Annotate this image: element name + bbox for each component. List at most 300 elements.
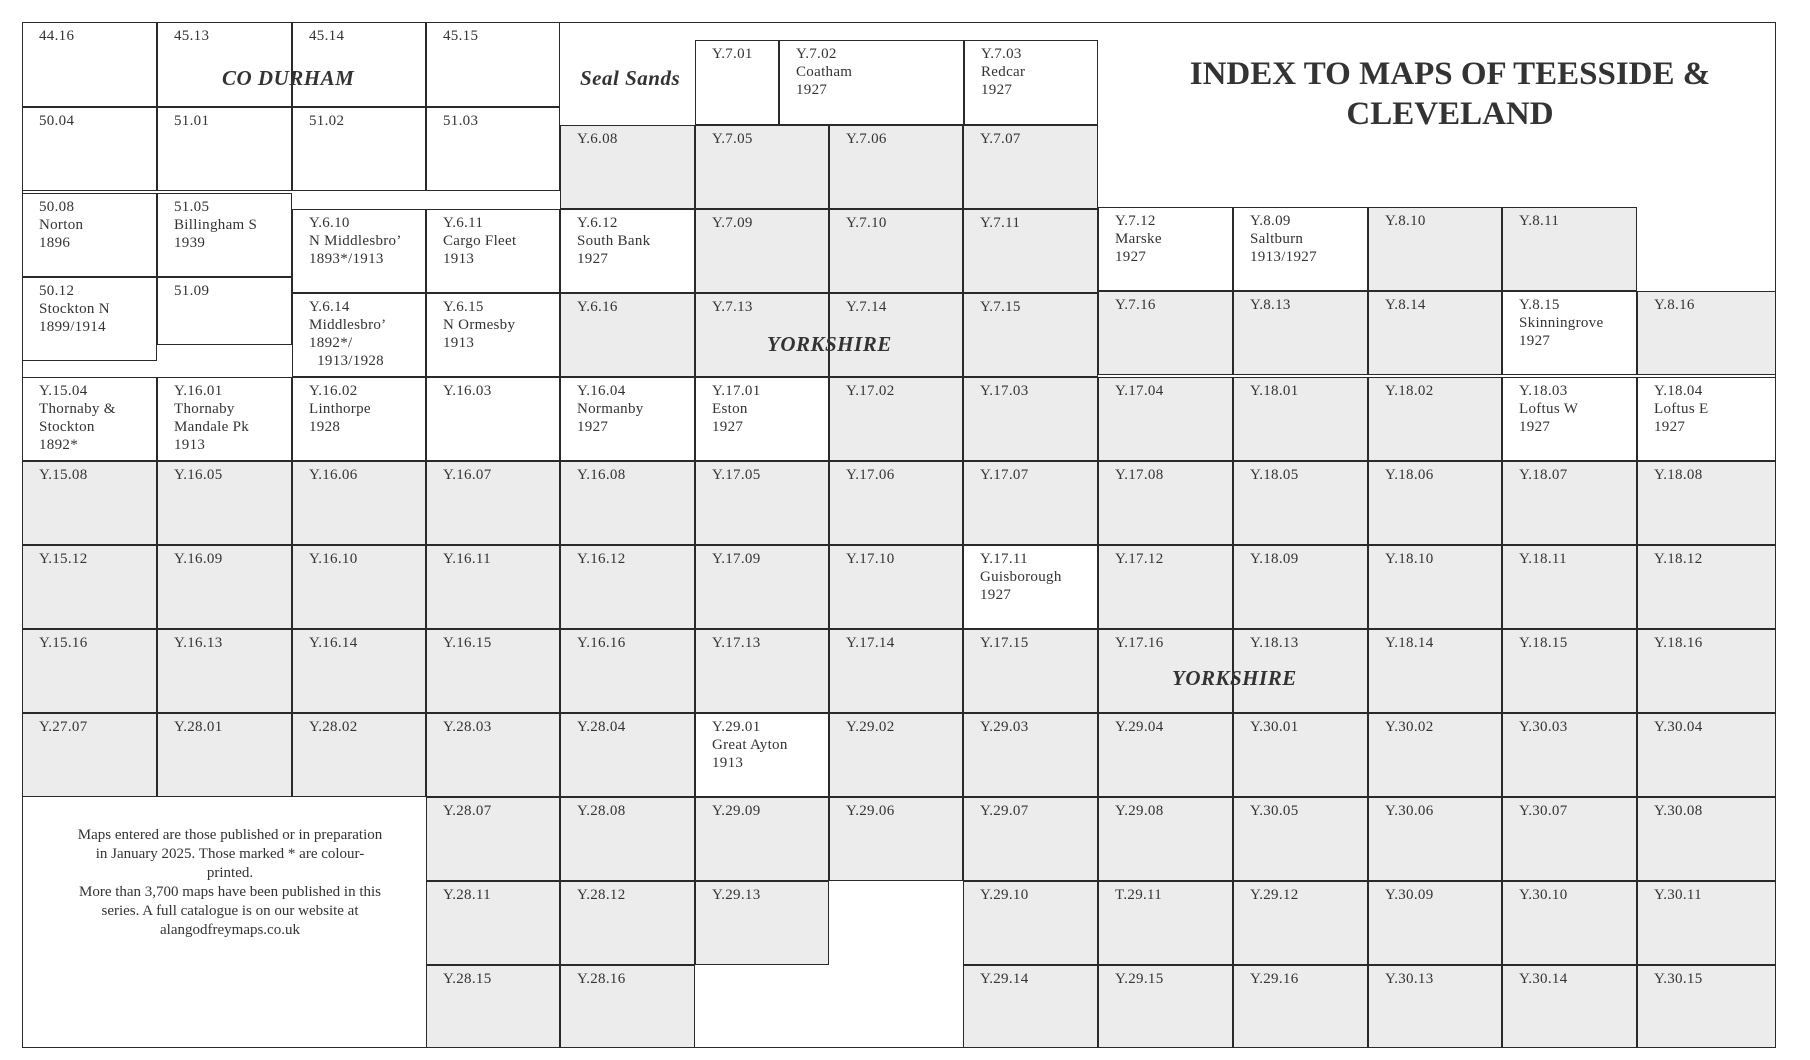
sheet-id: Y.30.07 (1519, 803, 1568, 819)
map-sheet-label (1654, 970, 1703, 988)
sheet-id: Y.6.16 (577, 299, 618, 315)
sheet-id: Y.28.12 (577, 887, 626, 903)
map-sheet-cell (1233, 545, 1368, 629)
map-sheet-label (1519, 802, 1568, 820)
map-sheet-label (846, 382, 895, 400)
sheet-id: Y.8.09 (1250, 213, 1291, 229)
map-sheet-label (443, 298, 515, 352)
sheet-id: Y.17.10 (846, 551, 895, 567)
map-sheet-label (309, 298, 386, 370)
sheet-id: Y.7.13 (712, 299, 753, 315)
map-sheet-cell (963, 293, 1098, 377)
sheet-id: 50.04 (39, 113, 75, 129)
map-sheet-cell (22, 629, 157, 713)
map-sheet-cell (1502, 207, 1637, 291)
map-sheet-label (1115, 634, 1164, 652)
sheet-id: 50.12 (39, 283, 75, 299)
map-sheet-label (1385, 634, 1434, 652)
map-sheet-label (980, 466, 1029, 484)
map-sheet-label (174, 718, 223, 736)
sheet-id: Y.18.12 (1654, 551, 1703, 567)
map-sheet-cell (22, 22, 157, 107)
sheet-id: Y.18.13 (1250, 635, 1299, 651)
sheet-id: Y.6.11 (443, 215, 484, 231)
map-sheet-label (712, 382, 761, 436)
sheet-id: Y.18.08 (1654, 467, 1703, 483)
sheet-id: Y.30.08 (1654, 803, 1703, 819)
map-sheet-label (1519, 296, 1603, 350)
map-sheet-cell (292, 22, 426, 107)
map-sheet-cell (1502, 881, 1637, 965)
map-sheet-label (443, 382, 492, 400)
map-sheet-label (846, 214, 887, 232)
map-sheet-label (443, 466, 492, 484)
map-sheet-cell (829, 377, 963, 461)
map-sheet-cell (426, 545, 560, 629)
sheet-id: Y.29.16 (1250, 971, 1299, 987)
map-sheet-label (174, 27, 209, 45)
map-sheet-cell (963, 629, 1098, 713)
map-sheet-label (1519, 466, 1568, 484)
map-sheet-label (846, 466, 895, 484)
sheet-id: Y.15.04 (39, 383, 88, 399)
map-sheet-cell (1368, 461, 1502, 545)
map-sheet-label (1250, 634, 1299, 652)
map-sheet-cell (1233, 377, 1368, 461)
map-sheet-cell (695, 713, 829, 797)
sheet-id: Y.16.03 (443, 383, 492, 399)
map-sheet-cell (560, 797, 695, 881)
sheet-year: 1893*/1913 (309, 251, 384, 267)
map-sheet-cell (426, 713, 560, 797)
sheet-id: 51.03 (443, 113, 479, 129)
map-sheet-label (712, 45, 753, 63)
region-label-yorkshire-north: YORKSHIRE (767, 332, 892, 356)
map-sheet-label (309, 550, 358, 568)
sheet-id: Y.29.12 (1250, 887, 1299, 903)
map-sheet-label (980, 886, 1029, 904)
map-sheet-label (846, 550, 895, 568)
sheet-id: Y.28.07 (443, 803, 492, 819)
map-sheet-label (1250, 802, 1299, 820)
map-sheet-label (443, 214, 516, 268)
sheet-id: Y.16.14 (309, 635, 358, 651)
notes-line: More than 3,700 maps have been published in this (78, 884, 382, 900)
sheet-place: Thornaby & Stockton (39, 401, 116, 435)
map-sheet-cell (157, 277, 292, 345)
map-sheet-cell (695, 629, 829, 713)
sheet-id: Y.30.04 (1654, 719, 1703, 735)
sheet-id: Y.17.15 (980, 635, 1029, 651)
map-sheet-cell (560, 881, 695, 965)
map-sheet-cell (695, 797, 829, 881)
map-sheet-label (712, 802, 761, 820)
map-sheet-label (980, 550, 1062, 604)
sheet-year: 1892*/ 1913/1928 (309, 335, 384, 369)
map-sheet-cell (1637, 291, 1776, 375)
sheet-year: 1927 (981, 82, 1013, 98)
map-sheet-label (443, 802, 492, 820)
sheet-year: 1899/1914 (39, 319, 106, 335)
sheet-id: Y.7.03 (981, 46, 1022, 62)
map-sheet-cell (963, 461, 1098, 545)
map-sheet-cell (1637, 965, 1776, 1048)
sheet-id: Y.29.08 (1115, 803, 1164, 819)
map-sheet-cell (1368, 207, 1502, 291)
sheet-place: South Bank (577, 233, 651, 249)
sheet-place: Coatham (796, 64, 853, 80)
map-sheet-label (1250, 466, 1299, 484)
map-sheet-label (1519, 886, 1568, 904)
map-sheet-label (39, 634, 88, 652)
map-sheet-label (1385, 886, 1434, 904)
map-sheet-label (796, 45, 852, 99)
map-sheet-label (1385, 970, 1434, 988)
map-sheet-cell (1502, 965, 1637, 1048)
sheet-place: Middlesbro’ (309, 317, 387, 333)
map-sheet-cell (426, 209, 560, 293)
sheet-id: Y.6.12 (577, 215, 618, 231)
map-sheet-label (846, 634, 895, 652)
map-sheet-cell (1098, 207, 1233, 291)
map-sheet-label (1385, 382, 1434, 400)
map-sheet-label (309, 466, 358, 484)
map-sheet-cell (22, 193, 157, 277)
map-sheet-label (443, 886, 491, 904)
sheet-year: 1913/1927 (1250, 249, 1317, 265)
sheet-id: Y.16.07 (443, 467, 492, 483)
sheet-id: Y.29.07 (980, 803, 1029, 819)
sheet-id: Y.18.14 (1385, 635, 1434, 651)
map-sheet-label (577, 970, 626, 988)
sheet-id: Y.6.10 (309, 215, 350, 231)
map-sheet-label (1654, 886, 1702, 904)
map-sheet-label (1519, 212, 1559, 230)
map-sheet-cell (695, 461, 829, 545)
sheet-id: Y.18.05 (1250, 467, 1299, 483)
notes-line: Maps entered are those published or in preparation (77, 827, 383, 843)
map-sheet-cell (426, 881, 560, 965)
map-sheet-label (577, 802, 626, 820)
map-sheet-cell (157, 713, 292, 797)
map-sheet-cell (963, 713, 1098, 797)
sheet-id: Y.18.16 (1654, 635, 1703, 651)
region-label-seal-sands: Seal Sands (580, 66, 681, 90)
sheet-id: 51.05 (174, 199, 210, 215)
sheet-id: Y.16.11 (443, 551, 491, 567)
sheet-id: Y.15.08 (39, 467, 88, 483)
map-sheet-label (1654, 550, 1703, 568)
sheet-id: Y.16.15 (443, 635, 492, 651)
sheet-id: Y.30.13 (1385, 971, 1434, 987)
map-sheet-label (1654, 802, 1703, 820)
map-sheet-cell (426, 377, 560, 461)
region-label-yorkshire-south: YORKSHIRE (1172, 666, 1297, 690)
sheet-id: Y.7.12 (1115, 213, 1156, 229)
map-sheet-label (39, 550, 88, 568)
map-sheet-cell (22, 277, 157, 361)
map-sheet-label (443, 634, 492, 652)
map-sheet-cell (426, 461, 560, 545)
map-sheet-label (980, 634, 1029, 652)
map-sheet-label (309, 112, 344, 130)
sheet-id: Y.30.02 (1385, 719, 1434, 735)
sheet-id: Y.29.03 (980, 719, 1029, 735)
sheet-year: 1927 (712, 419, 744, 435)
map-sheet-label (846, 130, 887, 148)
map-sheet-label (1385, 212, 1426, 230)
map-sheet-cell (695, 40, 779, 125)
map-sheet-cell (695, 125, 829, 209)
map-sheet-label (39, 112, 74, 130)
sheet-id: Y.16.08 (577, 467, 626, 483)
sheet-year: 1913 (443, 335, 475, 351)
map-sheet-label (846, 718, 895, 736)
map-sheet-cell (1637, 713, 1776, 797)
sheet-id: 51.09 (174, 283, 210, 299)
map-sheet-cell (1502, 461, 1637, 545)
map-sheet-cell (963, 209, 1098, 293)
map-sheet-cell (829, 713, 963, 797)
map-sheet-cell (963, 797, 1098, 881)
map-sheet-label (443, 970, 492, 988)
map-sheet-cell (157, 193, 292, 277)
sheet-place: Saltburn (1250, 231, 1304, 247)
map-sheet-label (981, 45, 1025, 99)
sheet-id: Y.29.13 (712, 887, 761, 903)
map-sheet-cell (1098, 965, 1233, 1048)
sheet-id: Y.7.14 (846, 299, 887, 315)
map-sheet-cell (1233, 881, 1368, 965)
sheet-id: Y.18.06 (1385, 467, 1434, 483)
map-sheet-cell (829, 209, 963, 293)
map-sheet-label (1115, 886, 1162, 904)
sheet-id: Y.16.04 (577, 383, 626, 399)
sheet-id: Y.16.01 (174, 383, 223, 399)
map-sheet-cell (1233, 965, 1368, 1048)
sheet-year: 1896 (39, 235, 71, 251)
map-sheet-cell (829, 125, 963, 209)
map-sheet-label (1519, 550, 1567, 568)
sheet-id: Y.30.15 (1654, 971, 1703, 987)
sheet-id: Y.18.02 (1385, 383, 1434, 399)
map-sheet-cell (1368, 377, 1502, 461)
map-sheet-label (980, 382, 1029, 400)
map-sheet-cell (829, 545, 963, 629)
map-sheet-cell (292, 545, 426, 629)
map-sheet-cell (1637, 377, 1776, 461)
sheet-id: Y.18.07 (1519, 467, 1568, 483)
map-sheet-cell (1637, 461, 1776, 545)
map-sheet-cell (292, 461, 426, 545)
sheet-place: Guisborough (980, 569, 1062, 585)
map-sheet-cell (560, 965, 695, 1048)
sheet-id: Y.28.16 (577, 971, 626, 987)
map-sheet-label (1654, 466, 1703, 484)
sheet-id: Y.8.15 (1519, 297, 1560, 313)
map-sheet-cell (1233, 207, 1368, 291)
map-sheet-cell (1098, 881, 1233, 965)
sheet-id: Y.8.14 (1385, 297, 1426, 313)
sheet-id: Y.27.07 (39, 719, 88, 735)
map-sheet-label (577, 718, 626, 736)
sheet-id: Y.17.16 (1115, 635, 1164, 651)
sheet-id: Y.8.16 (1654, 297, 1695, 313)
sheet-id: Y.28.11 (443, 887, 491, 903)
sheet-id: Y.17.04 (1115, 383, 1164, 399)
sheet-id: Y.18.04 (1654, 383, 1703, 399)
sheet-id: Y.17.03 (980, 383, 1029, 399)
map-sheet-cell (829, 629, 963, 713)
map-sheet-cell (963, 881, 1098, 965)
map-sheet-label (980, 298, 1021, 316)
map-sheet-label (174, 466, 223, 484)
sheet-id: 45.13 (174, 28, 210, 44)
map-sheet-cell (22, 377, 157, 461)
sheet-id: Y.7.10 (846, 215, 887, 231)
map-sheet-cell (157, 629, 292, 713)
map-sheet-cell (560, 629, 695, 713)
sheet-id: Y.7.01 (712, 46, 753, 62)
sheet-year: 1892* (39, 437, 78, 453)
sheet-id: Y.7.05 (712, 131, 753, 147)
sheet-year: 1939 (174, 235, 206, 251)
sheet-id: Y.6.08 (577, 131, 618, 147)
map-sheet-label (1385, 802, 1434, 820)
map-sheet-label (309, 382, 371, 436)
sheet-id: Y.30.11 (1654, 887, 1702, 903)
notes-line: alangodfreymaps.co.uk (160, 922, 300, 938)
map-sheet-label (712, 634, 761, 652)
map-sheet-cell (963, 965, 1098, 1048)
map-sheet-cell (963, 545, 1098, 629)
map-sheet-cell (22, 107, 157, 191)
map-sheet-label (980, 130, 1021, 148)
map-sheet-cell (560, 209, 695, 293)
map-sheet-label (1385, 296, 1426, 314)
sheet-place: Great Ayton (712, 737, 788, 753)
map-sheet-label (1250, 212, 1317, 266)
map-sheet-cell (963, 125, 1098, 209)
map-sheet-cell (1233, 291, 1368, 375)
sheet-id: 50.08 (39, 199, 75, 215)
map-sheet-label (1519, 382, 1578, 436)
map-sheet-cell (292, 293, 426, 377)
sheet-id: Y.29.15 (1115, 971, 1164, 987)
sheet-place: Cargo Fleet (443, 233, 517, 249)
sheet-id: Y.17.02 (846, 383, 895, 399)
map-sheet-cell (560, 713, 695, 797)
map-sheet-cell (292, 713, 426, 797)
sheet-year: 1927 (1115, 249, 1147, 265)
map-sheet-cell (1098, 377, 1233, 461)
map-sheet-cell (1233, 713, 1368, 797)
sheet-id: Y.7.09 (712, 215, 753, 231)
sheet-place: Stockton N (39, 301, 110, 317)
map-sheet-cell (1368, 881, 1502, 965)
page-title: INDEX TO MAPS OF TEESSIDE & CLEVELAND (1189, 56, 1711, 132)
map-sheet-cell (1368, 629, 1502, 713)
map-sheet-cell (1368, 713, 1502, 797)
sheet-year: 1927 (1654, 419, 1686, 435)
sheet-id: Y.16.16 (577, 635, 626, 651)
sheet-place: Skinningrove (1519, 315, 1604, 331)
map-sheet-cell (292, 107, 426, 191)
sheet-id: Y.29.01 (712, 719, 761, 735)
map-sheet-label (443, 27, 478, 45)
map-sheet-cell (1502, 377, 1637, 461)
map-sheet-label (577, 382, 644, 436)
map-sheet-label (1654, 296, 1695, 314)
map-sheet-cell (1098, 713, 1233, 797)
sheet-place: Billingham S (174, 217, 258, 233)
sheet-year: 1927 (796, 82, 828, 98)
sheet-id: Y.18.01 (1250, 383, 1299, 399)
map-sheet-label (174, 282, 209, 300)
sheet-id: Y.15.16 (39, 635, 88, 651)
map-sheet-label (443, 718, 492, 736)
map-sheet-cell (22, 461, 157, 545)
sheet-id: Y.16.13 (174, 635, 223, 651)
sheet-id: Y.16.12 (577, 551, 626, 567)
sheet-place: N Ormesby (443, 317, 516, 333)
sheet-id: Y.28.08 (577, 803, 626, 819)
map-sheet-label (39, 382, 116, 454)
map-sheet-cell (1502, 291, 1637, 375)
sheet-id: Y.17.08 (1115, 467, 1164, 483)
sheet-id: Y.18.09 (1250, 551, 1299, 567)
map-sheet-cell (779, 40, 964, 125)
sheet-id: Y.29.09 (712, 803, 761, 819)
map-sheet-label (712, 718, 788, 772)
sheet-id: Y.7.16 (1115, 297, 1156, 313)
sheet-id: Y.16.06 (309, 467, 358, 483)
sheet-year: 1913 (443, 251, 475, 267)
map-sheet-label (1519, 634, 1568, 652)
map-sheet-label (1115, 718, 1164, 736)
sheet-id: Y.8.10 (1385, 213, 1426, 229)
sheet-year: 1927 (1519, 333, 1551, 349)
map-sheet-label (712, 886, 761, 904)
sheet-year: 1927 (577, 419, 609, 435)
sheet-id: Y.30.06 (1385, 803, 1434, 819)
map-sheet-cell (560, 293, 695, 377)
map-sheet-label (1654, 382, 1708, 436)
map-sheet-cell (1637, 629, 1776, 713)
map-sheet-cell (560, 125, 695, 209)
sheet-id: Y.15.12 (39, 551, 88, 567)
map-sheet-label (1250, 296, 1291, 314)
map-sheet-label (1250, 718, 1299, 736)
sheet-id: Y.17.12 (1115, 551, 1164, 567)
sheet-id: Y.29.06 (846, 803, 895, 819)
sheet-place: Linthorpe (309, 401, 371, 417)
sheet-id: Y.17.06 (846, 467, 895, 483)
map-sheet-label (39, 27, 74, 45)
map-sheet-cell (695, 881, 829, 965)
map-sheet-cell (157, 461, 292, 545)
sheet-year: 1927 (1519, 419, 1551, 435)
map-sheet-cell (426, 107, 560, 191)
map-sheet-label (39, 198, 83, 252)
sheet-id: Y.30.09 (1385, 887, 1434, 903)
sheet-id: Y.17.09 (712, 551, 761, 567)
sheet-place: Loftus E (1654, 401, 1709, 417)
map-sheet-label (174, 198, 257, 252)
sheet-id: Y.17.01 (712, 383, 761, 399)
map-sheet-cell (560, 461, 695, 545)
sheet-id: Y.16.10 (309, 551, 358, 567)
